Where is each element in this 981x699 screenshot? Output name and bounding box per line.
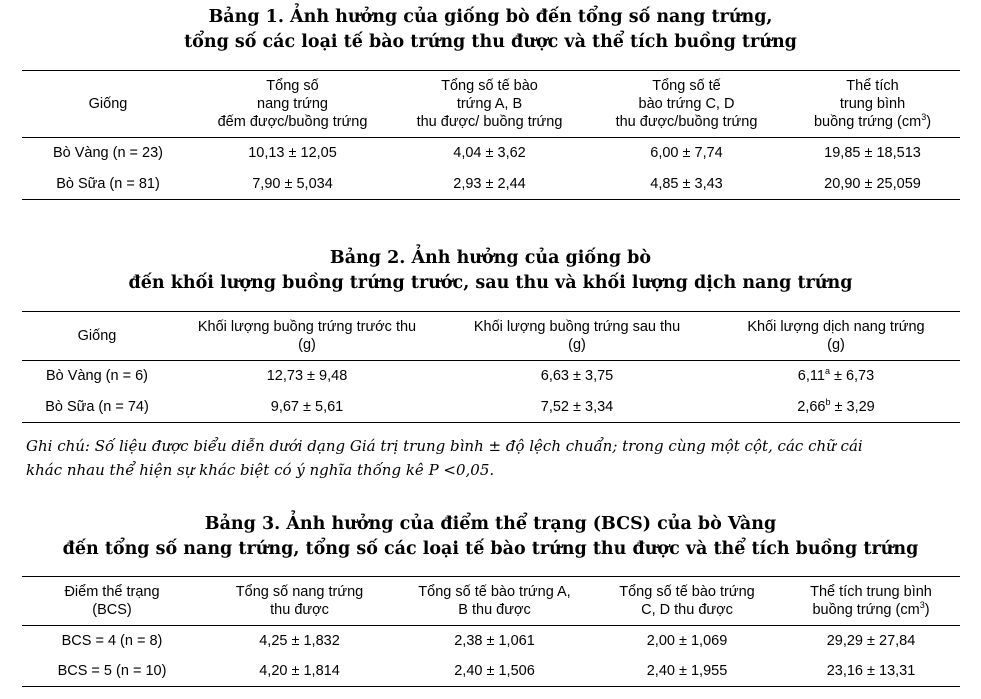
table-cell: 6,63 ± 3,75: [540, 368, 614, 385]
table-cell: 2,38 ± 1,061: [454, 633, 535, 650]
table-cell: Bò Vàng (n = 23): [52, 145, 164, 162]
table1-caption-line1: Bảng 1. Ảnh hưởng của giống bò đến tổng số nang trứng,: [208, 7, 773, 27]
table-cell: Bò Sữa (n = 74): [45, 398, 149, 415]
table1: [22, 70, 960, 200]
table-row: [22, 361, 960, 392]
table2-caption-line2: đến khối lượng buồng trứng trước, sau thu và khối lượng dịch nang trứng: [128, 273, 853, 293]
note-line1: Ghi chú: Số liệu được biểu diễn dưới dạng Giá trị trung bình ± độ lệch chuẩn; trong cùng một cột, các chữ cái: [26, 437, 863, 455]
table2-header-kl-sau-thu: Khối lượng buồng trứng sau thu (g): [473, 319, 681, 353]
table2-header-row: [22, 312, 960, 361]
table-cell: 4,04 ± 3,62: [453, 145, 526, 162]
table1-header-row: [22, 71, 960, 138]
table-row: [22, 138, 960, 169]
table1-header-te-bao-cd: Tổng số tế bào trứng C, D thu được/buồng trứng: [615, 78, 758, 130]
table3-header-row: [22, 577, 960, 626]
table3-header-te-bao-ab: Tổng số tế bào trứng A, B thu được: [418, 584, 571, 618]
table-cell: 2,40 ± 1,506: [454, 663, 535, 680]
table-cell: 12,73 ± 9,48: [266, 368, 348, 385]
table-cell: 2,00 ± 1,069: [646, 633, 728, 650]
table2-note: [26, 434, 966, 482]
table1-header-the-tich: Thể tích trung bình buồng trứng $(cm^3)$: [813, 78, 932, 130]
table2-caption-line1: Bảng 2. Ảnh hưởng của giống bò: [329, 248, 652, 268]
table-cell: 7,90 ± 5,034: [252, 175, 333, 192]
table3-caption: [0, 512, 981, 562]
table-cell: Bò Vàng (n = 6): [46, 368, 148, 385]
table2-caption: [0, 246, 981, 296]
table1-header-tong-so-nang: Tổng số nang trứng đếm được/buồng trứng: [217, 78, 368, 130]
table1-header-te-bao-ab: Tổng số tế bào trứng A, B thu được/ buồng trứng: [416, 78, 563, 130]
table-cell: 20,90 ± 25,059: [824, 175, 921, 192]
table2-header-giong: Giống: [77, 328, 117, 344]
table1-caption: [0, 5, 981, 55]
table-cell: 6,00 ± 7,74: [650, 145, 723, 162]
table1-caption-line2: tổng số các loại tế bào trứng thu được và thể tích buồng trứng: [184, 32, 797, 52]
table-cell: 2,66$^b$ ± 3,29: [797, 396, 875, 415]
table-cell: 2,93 ± 2,44: [453, 175, 526, 192]
table3-caption-line1: Bảng 3. Ảnh hưởng của điểm thể trạng (BCS) của bò Vàng: [204, 514, 777, 534]
table3-header-te-bao-cd: Tổng số tế bào trứng C, D thu được: [619, 584, 755, 618]
table2: [22, 311, 960, 423]
table-cell: 7,52 ± 3,34: [540, 398, 614, 415]
table3-header-bcs: Điểm thể trạng (BCS): [64, 584, 160, 618]
table3-header-tong-so-nang: Tổng số nang trứng thu được: [235, 584, 364, 618]
table1-header-giong: Giống: [88, 96, 128, 112]
table-row: [22, 626, 960, 657]
note-line2: khác nhau thể hiện sự khác biệt có ý nghĩa thống kê P <0,05.: [26, 461, 495, 479]
table3: [22, 576, 960, 687]
table-cell: 2,40 ± 1,955: [646, 663, 728, 680]
table-cell: 4,85 ± 3,43: [650, 175, 723, 192]
table-row: [22, 392, 960, 423]
table-cell: BCS = 5 (n = 10): [57, 663, 167, 680]
table-cell: 9,67 ± 5,61: [270, 398, 344, 415]
table-cell: 29,29 ± 27,84: [826, 633, 916, 650]
table-cell: 6,11$^a$ ± 6,73: [797, 366, 875, 385]
table-cell: 10,13 ± 12,05: [248, 145, 337, 162]
table-cell: BCS = 4 (n = 8): [61, 633, 163, 650]
table-cell: 4,25 ± 1,832: [259, 633, 340, 650]
table-cell: Bò Sữa (n = 81): [56, 175, 160, 192]
table-cell: 23,16 ± 13,31: [826, 663, 916, 680]
table-row: [22, 169, 960, 200]
table-row: [22, 657, 960, 687]
table-cell: 19,85 ± 18,513: [824, 145, 921, 162]
table3-caption-line2: đến tổng số nang trứng, tổng số các loại tế bào trứng thu được và thể tích buồng trứng: [62, 539, 919, 559]
table2-header-kl-truoc-thu: Khối lượng buồng trứng trước thu (g): [197, 319, 417, 353]
table2-header-kl-dich-nang: Khối lượng dịch nang trứng (g): [747, 319, 925, 353]
table3-header-the-tich: Thể tích trung bình buồng trứng $(cm^3)$: [810, 584, 932, 618]
table-cell: 4,20 ± 1,814: [259, 663, 340, 680]
